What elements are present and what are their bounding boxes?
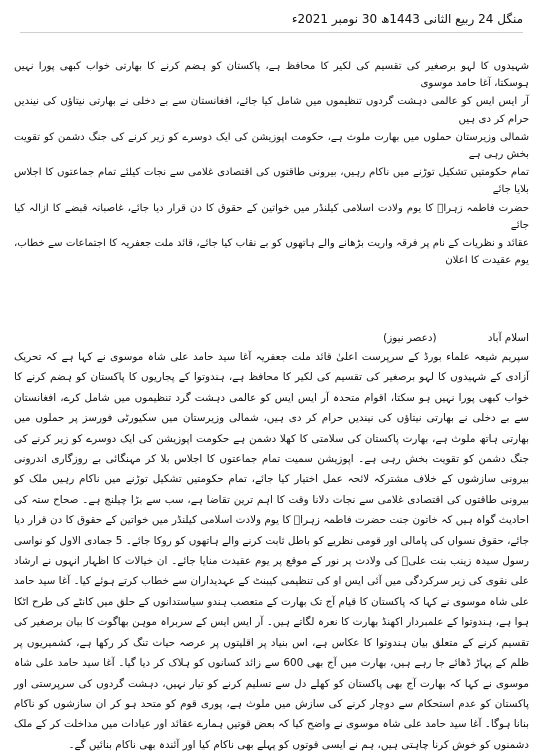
date-header bbox=[20, 8, 523, 33]
article-paragraph: سپریم شیعہ علماء بورڈ کے سرپرست اعلیٰ قائد ملت جعفریہ آغا سید حامد علی شاہ موسوی نے کہا ہے کہ تحریک آزادی کے شہیدوں کا لہو برصغیر کی تقسیم کی لکیر کا محافظ ہے، ہندوتوا کے پجاریوں کا پاکستان کو ہضم کرنے کا خواب کبھی پورا نہیں ہو سکتا، اقوام متحدہ آر ایس ایس کو عالمی دہشت گرد تنظیموں میں شامل کرے، افغانستان سے بے دخلی نے بھارتی نیتاؤں کی نیندیں حرام کر دی ہیں، شمالی وزیرستان میں سکیورٹی فورسز پر حملوں میں بھارتی ہاتھ ملوث ہے، بھارت پاکستان کی سلامتی کا کھلا دشمن ہے حکومت اپوزیشن کی ایک دوسرے کو زیر کرنے کی جنگ دشمن کو تقویت بخش رہی ہے۔ bbox=[14, 351, 529, 466]
dateline bbox=[14, 329, 529, 347]
headline-line: آر ایس ایس کو عالمی دہشت گردوں تنظیموں میں شامل کیا جائے، افغانستان سے بے دخلی نے بھارتی نیتاؤں کی نیندیں حرام کر دی ہیں bbox=[14, 96, 529, 125]
article-paragraph: آر ایس ایس کے سربراہ موہن بھاگوت کا بیان برصغیر کی تقسیم کرنے کے متعلق بیان ہندوتوا کا عکاس ہے، اس بنیاد پر اقلیتوں پر عرصہ حیات تنگ کر رکھا ہے، کشمیریوں پر ظلم کے پہاڑ ڈھائے جا رہے ہیں، بھارت میں آج بھی 600 سے زائد کسانوں کو ہلاک کر دیا گیا۔ آغا سید حامد علی شاہ موسوی نے کہا کہ بھارت آج بھی پاکستان کو کھلے دل سے تسلیم کرنے کو تیار نہیں، دہشت گردوں کی سرپرستی اور پاکستان کو عدم استحکام سے دوچار کرنے کی سازش میں ملوث ہے، پوری قوم کو متحد ہو کر ان سازشوں کو ناکام بنانا ہوگا۔ bbox=[14, 616, 529, 731]
dateline-source: (دعصر نیوز) bbox=[383, 332, 437, 344]
headline-line: عقائد و نظریات کے نام پر فرقہ واریت بڑھانے والے ہاتھوں کو بے نقاب کیا جائے، قائد ملت جعفریہ کا اجتماعات سے خطاب، یوم عقیدت کا اعلان bbox=[14, 238, 529, 267]
article-paragraph: آغا سید حامد علی شاہ موسوی نے واضح کیا کہ بعض قوتیں ہمارے عقائد اور عبادات میں مداخلت کر کے ملک دشمنوں کو خوش کرنا چاہتی ہیں، ہم نے ایسی قوتوں کو پہلے بھی ناکام کیا اور آئندہ بھی ناکام بنائیں گے۔ bbox=[14, 718, 529, 751]
headline-line: شمالی وزیرستان حملوں میں بھارت ملوث ہے، حکومت اپوزیشن کی ایک دوسرے کو زیر کرنے کی جنگ دشمن کو تقویت بخش رہی ہے bbox=[14, 131, 529, 161]
headline-line: شہیدوں کا لہو برصغیر کی تقسیم کی لکیر کا محافظ ہے، پاکستان کو ہضم کرنے کا بھارتی خواب کبھی پورا نہیں ہوسکتا، آغا حامد موسوی bbox=[14, 61, 529, 90]
article-paragraph: 5 جمادی الاول کو نواسی رسول سیدہ زینب بنت علیؑ کی ولادت پر نور کے موقع پر یوم عقیدت منایا جائے۔ ان خیالات کا اظہار انہوں نے ارشاد علی نقوی کی زیر سرکردگی میں آئی ایس او کی تنظیمی کیبنٹ کے عہدیداران سے خطاب کرتے ہوئے کیا۔ آغا سید حامد علی شاہ موسوی نے کہا کہ پاکستان کا قیام آج تک بھارت کے متعصب ہندو سیاستدانوں کے حلق میں کانٹے کی طرح اٹکا ہوا ہے، ہندوتوا کے علمبردار اکھنڈ بھارت کا نعرہ لگاتے ہیں۔ bbox=[13, 534, 530, 629]
headline-line: تمام حکومتیں تشکیل توڑنے میں ناکام رہیں، بیرونی طاقتوں کی اقتصادی غلامی سے نجات کیلئے تمام جماعتوں کا اجلاس بلایا جائے bbox=[14, 167, 529, 196]
article-body bbox=[14, 347, 529, 755]
publication-date: منگل 24 ربیع الثانی 1443ھ 30 نومبر 2021ء bbox=[291, 12, 523, 26]
headline-line: حضرت فاطمہ زہراؑ کا یوم ولادت اسلامی کیلنڈر میں خواتین کے حقوق کا دن قرار دیا جائے، غاصبانہ قبضے کا ازالہ کیا جائے bbox=[14, 202, 529, 231]
article-paragraph: اپوزیشن سمیت تمام جماعتوں کا اجلاس بلا کر مہنگائی بے روزگاری اندرونی بیرونی سازشوں کے خلاف مشترکہ لائحہ عمل اختیار کیا جائے، تمام حکومتیں تشکیل توڑنے میں ناکام رہیں ملک کو بیرونی طاقتوں کی اقتصادی غلامی سے نجات دلانا وقت کا اہم ترین تقاضا ہے، سب سے بڑا چیلنج ہے۔ صحاح ستہ کی احادیث گواہ ہیں کہ خاتون جنت حضرت فاطمہ زہراؑ کا یوم ولادت اسلامی کیلنڈر میں خواتین کے حقوق کا دن قرار دیا جائے، حقوق نسواں کی پامالی اور قومی نظریے کو باطل ثابت کرنے والے ہاتھوں کو روکا جائے۔ bbox=[14, 453, 529, 547]
dateline-location: اسلام آباد bbox=[487, 332, 529, 344]
headline-block bbox=[14, 58, 529, 270]
